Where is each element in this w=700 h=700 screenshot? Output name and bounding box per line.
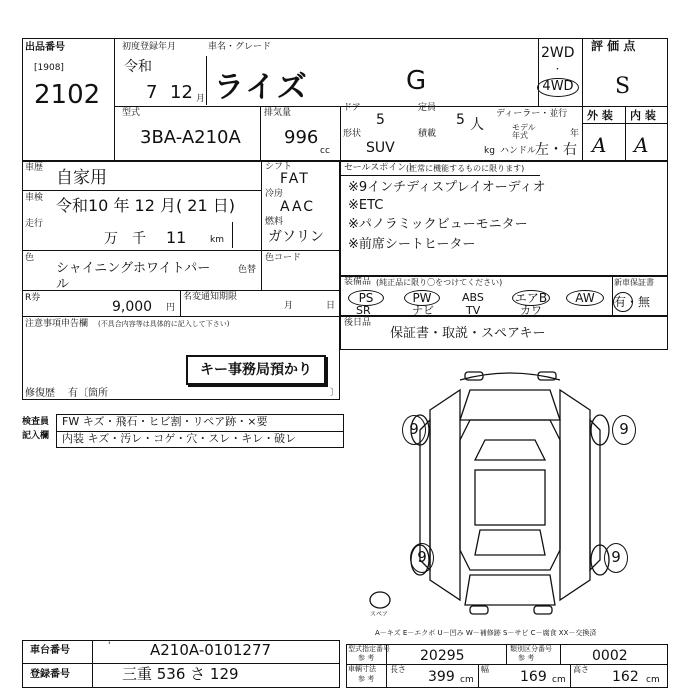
capacity-unit: 人 [470,117,484,133]
drive-dot: ・ [553,65,563,75]
capacity-value: 5 [456,112,465,128]
divider [260,106,261,162]
warranty-label: 新車保証書 [614,278,654,287]
divider [506,644,507,664]
height-value: 162 [612,669,639,685]
chassis-dot: ' [108,641,111,651]
model-year-label2: 年式 [512,131,528,140]
tire-front-right-mark: 9 [612,415,636,445]
reg-month: 12 [170,82,193,103]
era: 令和 [124,59,152,75]
displacement-label: 排気量 [264,108,292,118]
divider [22,250,340,251]
color-code-label: 色コード [265,253,302,263]
ac-value: AAC [280,199,316,215]
equipment-sub: (純正品に限り〇をつけてください) [376,278,503,287]
chassis-label: 車台番号 [30,645,70,656]
type-cert-value: 20295 [420,648,465,664]
selling-point-3: ※パノラミックビューモニター [348,217,528,232]
car-diagram [360,360,660,630]
int-label: 内 装 [630,109,656,122]
type-cert-sub: 参 考 [358,654,375,662]
score-value: S [615,74,631,99]
model-label: 型式 [122,108,141,118]
divider [92,640,93,688]
plate-value: 三重 536 さ 129 [122,665,239,683]
repair-label: 修復歴 [25,388,55,399]
ext-score: A [592,133,607,157]
divider [340,106,341,162]
shape-label: 形状 [343,129,362,139]
equip-abs: ABS [462,291,484,304]
notes-sub: (不具合内容等は具体的に記入して下さい) [98,320,230,328]
divider [538,38,539,107]
color-change-label: 色替 [238,265,257,275]
name-change-day: 日 [326,301,336,311]
divider [582,38,583,162]
length-value: 399 [428,669,455,685]
model-value: 3BA-A210A [140,127,241,148]
divider [232,222,233,248]
inspection-value: 令和10 年 12 月( 21 日) [56,196,235,215]
selling-points-label: セールスポイント [344,163,416,173]
name-change-month: 月 [284,301,294,311]
weight-unit: kg [484,146,495,156]
class-label: 類別区分番号 [510,645,552,653]
handle-value: 左・右 [535,142,577,158]
mileage-value: 11 [166,228,187,247]
car-name: ライズ [214,70,309,105]
selling-point-4: ※前席シートヒーター [348,237,476,252]
damage-legend: A－キズ E－エクボ U－凹み W－補修跡 S－サビ C－腐食 XX－交換済 [375,629,597,637]
shift-value: FAT [280,171,310,187]
fuel-label: 燃料 [265,217,284,227]
equip-tv: TV [466,304,481,317]
warranty-value: 有・無 [614,295,651,309]
capacity-label: 定員 [418,103,437,113]
height-label: 高さ [573,665,589,674]
equip-aw: AW [566,290,604,306]
dims-sub: 参 考 [358,675,375,683]
color-value-1: シャイニングホワイトパー [56,261,211,276]
lot-sub: [1908] [34,63,64,73]
mileage-unit: km [210,235,224,245]
drive-2wd: 2WD [541,45,575,61]
equipment-label: 装備品 [344,277,372,287]
inspector-line-1: FW キズ・飛石・ヒビ割・リペア跡・×要 [62,415,268,428]
handle-label: ハンドル [500,146,537,156]
width-label: 幅 [481,665,489,674]
tire-front-left-mark: 9 [402,415,426,445]
model-year-unit: 年 [570,129,580,139]
equip-ps: PS [348,290,384,306]
ac-label: 冷房 [265,189,284,199]
first-reg-label: 初度登録年月 [122,42,177,52]
equip-navi: ナビ [412,304,434,317]
divider [22,316,340,317]
reg-year: 7 [146,82,158,103]
divider [206,56,207,105]
afterparts-label: 後日品 [344,318,372,328]
length-label: 長さ [390,665,406,674]
selling-point-2: ※ETC [348,198,384,213]
divider [340,175,540,176]
width-unit: cm [552,675,566,685]
history-value: 自家用 [56,168,107,188]
divider [261,160,262,250]
divider [261,250,262,290]
month-unit: 月 [196,94,206,104]
equip-pw: PW [404,290,440,306]
doors-value: 5 [376,112,385,128]
doors-label: ドア [343,103,361,113]
divider [560,644,561,664]
tire-rear-right-mark: 9 [604,543,628,573]
divider [22,190,262,191]
divider [478,664,479,688]
model-year-label1: モデル [512,123,536,132]
inspection-label: 車検 [25,193,44,203]
inspector-line-2: 内装 キズ・汚レ・コゲ・穴・スレ・キレ・破レ [62,432,297,445]
dealer-label: ディーラー・並行 [496,109,568,119]
width-value: 169 [520,669,547,685]
type-cert-label: 型式指定番号 [348,645,390,653]
divider [22,663,340,664]
lot-label: 出品番号 [25,42,65,53]
grade: G [406,66,427,96]
selling-points-sub: (正常に機能するものに限ります) [406,164,525,173]
equip-airbag: エアB [512,290,550,306]
height-unit: cm [646,675,660,685]
tire-rear-left-mark: 9 [410,543,434,573]
body-type: SUV [366,140,395,156]
name-change-label: 名変通知期限 [183,292,238,302]
class-value: 0002 [592,648,628,664]
mileage-man: 万 [104,231,118,247]
int-score: A [634,133,649,157]
class-sub: 参 考 [518,654,535,662]
selling-point-1: ※9インチディスプレイオーディオ [348,180,546,195]
recycle-unit: 円 [166,303,176,313]
plate-label: 登録番号 [30,669,70,680]
equip-leather: カワ [520,304,542,317]
history-label: 車歴 [25,163,44,173]
ext-label: 外 装 [587,109,613,122]
displacement-value: 996 [284,127,319,148]
inspector-label-2: 記入欄 [22,431,50,441]
repair-close: 〕 [330,388,340,398]
divider [114,38,115,162]
weight-label: 積載 [418,129,437,139]
inspector-label-1: 検査員 [22,417,50,427]
fuel-value: ガソリン [268,229,324,245]
divider [22,290,340,291]
divider [612,276,613,316]
color-value-2: ル [56,277,70,292]
recycle-label: R券 [25,293,41,303]
divider [582,123,668,124]
score-label: 評 価 点 [591,39,636,53]
mileage-label: 走行 [25,219,44,229]
displacement-unit: cc [320,146,330,156]
notes-label: 注意事項申告欄 [25,319,89,329]
name-grade-label: 車名・グレード [208,42,272,52]
repair-value: 有〔箇所 [68,388,108,399]
dims-label: 車輌寸法 [348,665,376,673]
key-note-stamp: キー事務局預かり [186,355,326,385]
mileage-sen: 千 [132,231,146,247]
recycle-value: 9,000 [112,299,153,315]
spare-label: スペア [370,611,389,618]
divider [570,664,571,688]
length-unit: cm [460,675,474,685]
drive-4wd-circled: 4WD [537,78,579,97]
warranty-circle [613,292,633,312]
chassis-value: A210A-0101277 [150,641,272,659]
afterparts-value: 保証書・取説・スペアキー [390,326,546,341]
lot-number: 2102 [34,80,101,110]
divider [180,290,181,316]
equip-sr: SR [356,304,371,317]
color-label: 色 [25,253,35,263]
shift-label: シフト [265,162,293,172]
divider [625,106,626,162]
